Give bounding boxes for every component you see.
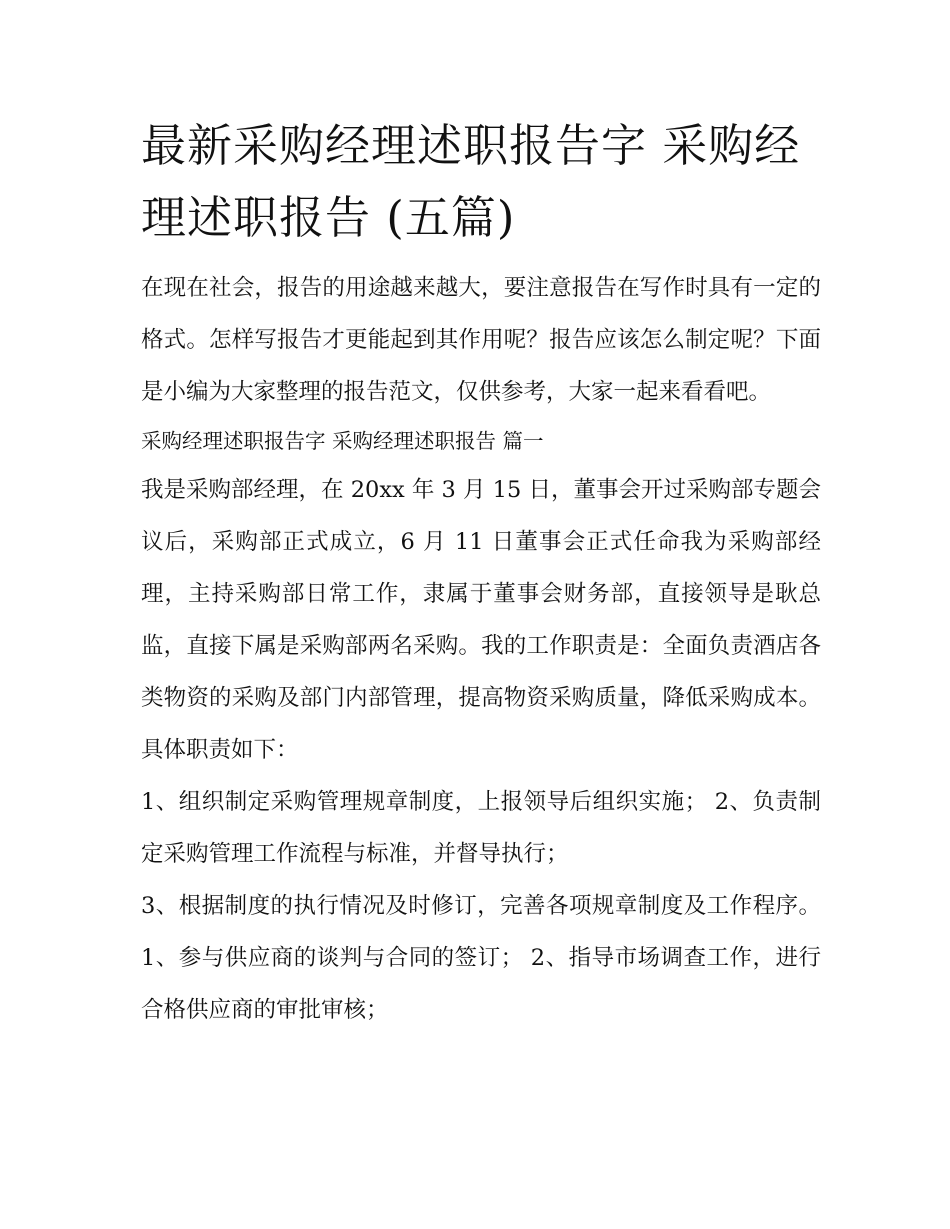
section-heading: 采购经理述职报告字 采购经理述职报告 篇一 xyxy=(141,429,544,453)
body-paragraph: 1、组织制定采购管理规章制度，上报领导后组织实施； 2、负责制定采购管理工作流程与标准，并督导执行； xyxy=(141,789,821,867)
body-paragraph: 3、根据制度的执行情况及时修订，完善各项规章制度及工作程序。 1、参与供应商的谈判与合同的签订； 2、指导市场调查工作，进行合格供应商的审批审核； xyxy=(141,893,821,1023)
body-paragraph: 我是采购部经理，在 20xx 年 3 月 15 日，董事会开过采购部专题会议后，采购部正式成立，6 月 11 日董事会正式任命我为采购部经理，主持采购部日常工作，隶属于董事会财务部，直接领导是耿总监，直接下属是采购部两名采购。我的工作职责是：全面负责酒店各类物资的采购及部门内部管理，提高物资采购质量，降低采购成本。具体职责如下： xyxy=(141,477,821,763)
document-title: 最新采购经理述职报告字 采购经理述职报告 (五篇) xyxy=(141,119,801,244)
document-content xyxy=(141,110,821,1036)
intro-paragraph: 在现在社会，报告的用途越来越大，要注意报告在写作时具有一定的格式。怎样写报告才更能起到其作用呢？报告应该怎么制定呢？下面是小编为大家整理的报告范文，仅供参考，大家一起来看看吧。 xyxy=(141,275,821,405)
